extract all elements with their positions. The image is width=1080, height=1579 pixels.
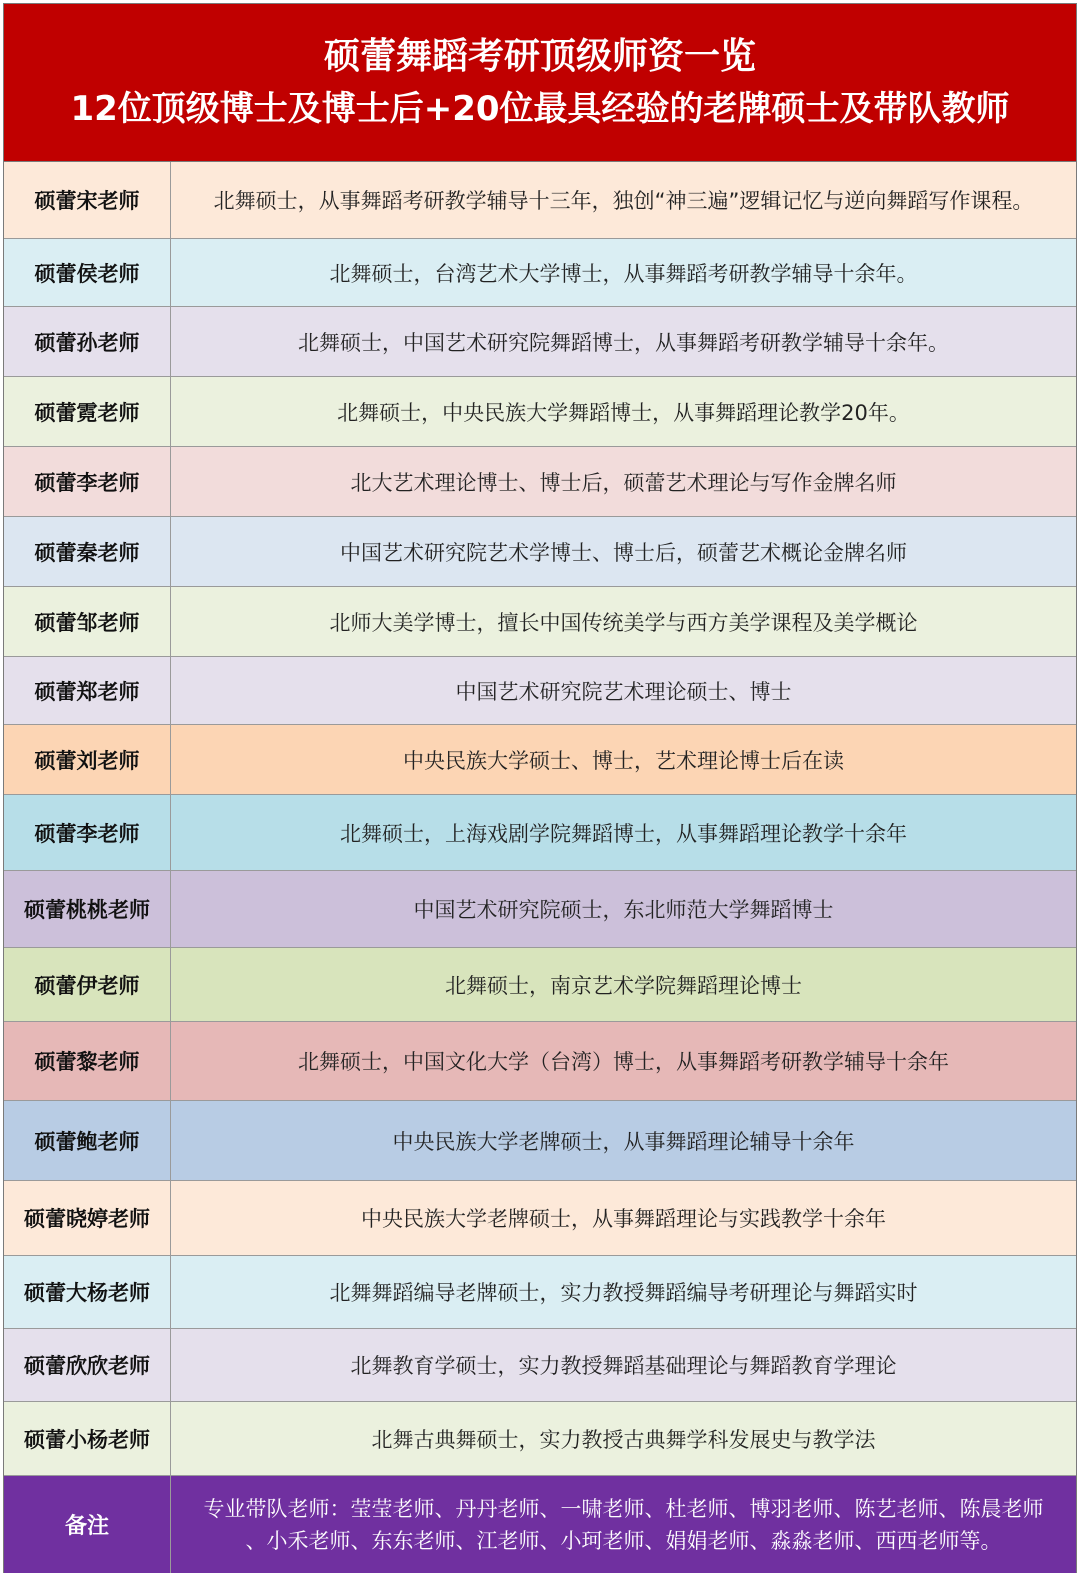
table-row: [4, 307, 1076, 377]
table-row: [4, 1329, 1076, 1402]
teacher-description: 北舞硕士，中央民族大学舞蹈博士，从事舞蹈理论教学20年。: [337, 400, 910, 425]
teacher-name: 硕蕾黎老师: [4, 1022, 171, 1100]
teacher-name: 硕蕾桃桃老师: [4, 871, 171, 947]
teacher-name: 硕蕾鲍老师: [4, 1101, 171, 1180]
table-row: [4, 162, 1076, 239]
teacher-description: 中央民族大学老牌硕士，从事舞蹈理论与实践教学十余年: [361, 1207, 886, 1231]
table-row: [4, 239, 1076, 307]
teacher-name: 硕蕾郑老师: [4, 657, 171, 724]
table-row: [4, 657, 1076, 725]
teacher-description: 中央民族大学硕士、博士，艺术理论博士后在读: [403, 748, 844, 773]
table-row: [4, 871, 1076, 948]
teacher-name: 硕蕾晓婷老师: [4, 1181, 171, 1255]
teacher-description: 北舞教育学硕士，实力教授舞蹈基础理论与舞蹈教育学理论: [350, 1354, 897, 1378]
teacher-name: 硕蕾李老师: [4, 795, 171, 870]
teacher-name: 硕蕾霓老师: [4, 377, 171, 446]
teacher-description: 北舞古典舞硕士，实力教授古典舞学科发展史与教学法: [371, 1427, 876, 1452]
teacher-description: 中国艺术研究院艺术学博士、博士后，硕蕾艺术概论金牌名师: [340, 540, 907, 565]
table-row: [4, 1101, 1076, 1181]
teacher-rows: [4, 162, 1076, 1573]
teacher-name: 硕蕾孙老师: [4, 307, 171, 376]
teacher-name: 硕蕾宋老师: [4, 162, 171, 238]
teacher-description: 北舞硕士，中国艺术研究院舞蹈博士，从事舞蹈考研教学辅导十余年。: [298, 330, 949, 355]
teacher-description: 中央民族大学老牌硕士，从事舞蹈理论辅导十余年: [392, 1129, 855, 1154]
table-row: [4, 517, 1076, 587]
teacher-description: 北舞硕士，从事舞蹈考研教学辅导十三年，独创“神三遍”逻辑记忆与逆向舞蹈写作课程。: [213, 189, 1034, 213]
table-row: [4, 1256, 1076, 1329]
teacher-description: 北舞舞蹈编导老牌硕士，实力教授舞蹈编导考研理论与舞蹈实时: [329, 1281, 918, 1305]
teacher-name: 硕蕾欣欣老师: [4, 1329, 171, 1401]
teacher-name: 硕蕾李老师: [4, 447, 171, 516]
note-content: [171, 1476, 1076, 1573]
teacher-description: 北舞硕士，中国文化大学（台湾）博士，从事舞蹈考研教学辅导十余年: [298, 1050, 949, 1074]
teacher-description: 北舞硕士，台湾艺术大学博士，从事舞蹈考研教学辅导十余年。: [329, 261, 918, 286]
teacher-name: 硕蕾刘老师: [4, 725, 171, 794]
teacher-name: 硕蕾秦老师: [4, 517, 171, 586]
table-subtitle: 12位顶级博士及博士后+20位最具经验的老牌硕士及带队教师: [70, 88, 1010, 129]
teacher-description: 北舞硕士，南京艺术学院舞蹈理论博士: [445, 973, 802, 998]
table-row: [4, 725, 1076, 795]
note-line-2: 、小禾老师、东东老师、江老师、小珂老师、娟娟老师、淼淼老师、西西老师等。: [245, 1528, 1002, 1553]
teacher-name: 硕蕾大杨老师: [4, 1256, 171, 1328]
teacher-description: 北师大美学博士，擅长中国传统美学与西方美学课程及美学概论: [329, 610, 918, 635]
teacher-name: 硕蕾邹老师: [4, 587, 171, 656]
teacher-description: 中国艺术研究院艺术理论硕士、博士: [455, 679, 792, 704]
teacher-description: 中国艺术研究院硕士，东北师范大学舞蹈博士: [413, 898, 834, 922]
note-label: 备注: [4, 1476, 171, 1573]
table-row: [4, 1181, 1076, 1256]
table-row: [4, 377, 1076, 447]
teacher-description: 北舞硕士，上海戏剧学院舞蹈博士，从事舞蹈理论教学十余年: [340, 821, 907, 846]
table-title: 硕蕾舞蹈考研顶级师资一览: [323, 35, 756, 77]
table-row: [4, 587, 1076, 657]
table-row: [4, 447, 1076, 517]
teacher-description: 北大艺术理论博士、博士后，硕蕾艺术理论与写作金牌名师: [350, 470, 897, 495]
table-row: [4, 1402, 1076, 1476]
teacher-name: 硕蕾侯老师: [4, 239, 171, 306]
teacher-name: 硕蕾伊老师: [4, 948, 171, 1021]
table-row: [4, 948, 1076, 1022]
teacher-name: 硕蕾小杨老师: [4, 1402, 171, 1475]
note-row: [4, 1476, 1076, 1573]
table-header: [4, 4, 1076, 162]
table-row: [4, 795, 1076, 871]
note-line-1: 专业带队老师：莹莹老师、丹丹老师、一啸老师、杜老师、博羽老师、陈艺老师、陈晨老师: [203, 1496, 1044, 1521]
table-row: [4, 1022, 1076, 1101]
teacher-table: [3, 3, 1077, 1573]
